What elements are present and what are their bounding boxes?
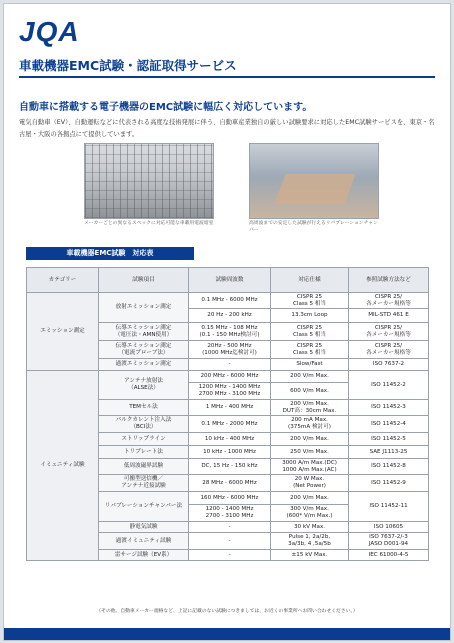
test-item-cell: バルクカレント注入法 （BCI法） [99, 416, 189, 433]
spec-cell: ±15 kV Max. [271, 550, 349, 561]
test-item-cell: 可搬型送信機／ アンテナ近接試験 [99, 475, 189, 492]
frequency-cell: 1200 MHz - 1400 MHz 2700 MHz - 3100 MHz [189, 383, 271, 400]
document-page [3, 3, 451, 641]
spec-cell: 200 V/m Max. [271, 433, 349, 446]
emc-test-table [26, 267, 429, 561]
reference-cell: ISO 11452-9 [349, 475, 429, 492]
frequency-cell: 10 kHz - 1000 MHz [189, 446, 271, 459]
frequency-cell: 0.15 MHz - 108 MHz (0.1 - 150 MHz検討可) [189, 323, 271, 341]
table-row [27, 293, 429, 309]
test-item-cell: アンテナ放射法 （ALSE法） [99, 371, 189, 400]
spec-cell: CISPR 25 Class 5 相当 [271, 323, 349, 341]
test-item-cell: 伝導エミッション測定 （電圧法・AMN使用） [99, 323, 189, 341]
table-header-row [27, 268, 429, 293]
spec-cell: CISPR 25 Class 5 相当 [271, 341, 349, 359]
reference-cell: ISO 11452-5 [349, 433, 429, 446]
reference-cell: SAE J1113-25 [349, 446, 429, 459]
frequency-cell: 20 Hz - 200 kHz [189, 309, 271, 323]
test-item-cell: 低周波磁界試験 [99, 459, 189, 475]
photo-caption: メーカーごとの異なるスペックに対応可能な車載用電波暗室 [84, 221, 214, 226]
test-item-cell: 伝導エミッション測定 （電流プローブ法） [99, 341, 189, 359]
jqa-logo: JQA [19, 16, 80, 47]
bottom-bar [4, 628, 450, 640]
reference-cell: ISO 11452-11 [349, 492, 429, 522]
frequency-cell: DC, 15 Hz - 150 kHz [189, 459, 271, 475]
spec-cell: 200 V/m Max. [271, 371, 349, 383]
test-item-cell: 静電気試験 [99, 522, 189, 533]
reference-cell: CISPR 25/ 各メーカー規格等 [349, 293, 429, 309]
title-divider [19, 76, 435, 78]
lead-heading: 自動車に搭載する電子機器のEMC試験に幅広く対応しています。 [19, 102, 313, 113]
table-title: 車載機器EMC試験 対応表 [26, 247, 194, 260]
frequency-cell: 28 MHz - 6000 MHz [189, 475, 271, 492]
reference-cell: CISPR 25/ 各メーカー規格等 [349, 323, 429, 341]
page-title: 車載機器EMC試験・認証取得サービス [19, 58, 237, 73]
column-header: カテゴリー [27, 268, 99, 293]
spec-cell: 200 mA Max. (375mA 検討可) [271, 416, 349, 433]
test-item-cell: トリプレート法 [99, 446, 189, 459]
test-item-cell: 過渡イミュニティ試験 [99, 533, 189, 550]
spec-cell: Pulse 1, 2a/2b, 3a/3b, 4 ,5a/5b [271, 533, 349, 550]
frequency-cell: - [189, 533, 271, 550]
table-row [27, 371, 429, 383]
frequency-cell: 10 kHz - 400 MHz [189, 433, 271, 446]
spec-cell: 300 V/m Max. (600* V/m Max.) [271, 505, 349, 522]
spec-cell: 30 kV Max. [271, 522, 349, 533]
test-item-cell: ストリップライン [99, 433, 189, 446]
frequency-cell: - [189, 522, 271, 533]
test-item-cell: リバブレーションチャンバー法 [99, 492, 189, 522]
frequency-cell: 200 MHz - 6000 MHz [189, 371, 271, 383]
reference-cell: ISO 11452-8 [349, 459, 429, 475]
spec-cell: 250 V/m Max. [271, 446, 349, 459]
category-cell: エミッション測定 [27, 293, 99, 371]
reference-cell: MIL-STD 461 E [349, 309, 429, 323]
frequency-cell: 160 MHz - 6000 MHz [189, 492, 271, 505]
test-item-cell: 放射エミッション測定 [99, 293, 189, 323]
frequency-cell: - [189, 359, 271, 371]
category-cell: イミュニティ試験 [27, 371, 99, 561]
reference-cell: ISO 11452-4 [349, 416, 429, 433]
reference-cell: ISO 7637-2 [349, 359, 429, 371]
spec-cell: Slow/Fast [271, 359, 349, 371]
reference-cell: ISO 10605 [349, 522, 429, 533]
test-item-cell: TEMセル法 [99, 400, 189, 416]
spec-cell: 20 W Max. (Net Power) [271, 475, 349, 492]
spec-cell: CISPR 25 Class 5 相当 [271, 293, 349, 309]
spec-cell: 200 V/m Max. DUT高：30cm Max. [271, 400, 349, 416]
spec-cell: 3000 A/m Max.(DC) 1000 A/m Max.(AC) [271, 459, 349, 475]
spec-cell: 600 V/m Max. [271, 383, 349, 400]
column-header: 参照試験方法など [349, 268, 429, 293]
shielded-room-photo [84, 143, 214, 219]
photo-caption: 高周波までの安定した試験が行えるリバブレーションチャンバー [249, 221, 378, 233]
footnote: （その他、自動車メーカー規格など、上記に記載のない試験につきましては、お近くの事業所へお問い合わせください。） [96, 609, 358, 614]
column-header: 試験項目 [99, 268, 189, 293]
reverberation-chamber-photo [249, 143, 379, 219]
frequency-cell: - [189, 550, 271, 561]
frequency-cell: 0.1 MHz - 2000 MHz [189, 416, 271, 433]
spec-cell: 200 V/m Max. [271, 492, 349, 505]
reference-cell: ISO 11452-2 [349, 371, 429, 400]
reference-cell: ISO 11452-3 [349, 400, 429, 416]
description-text: 電気自動車（EV）、自動運転などに代表される高度な技術発展に伴う、自動車産業独自の厳しい試験要求に対応したEMC試験サービスを、東京・名古屋・大阪の各拠点にて提供しています。 [19, 119, 435, 138]
test-item-cell: 雷サージ試験（EV系） [99, 550, 189, 561]
reference-cell: ISO 7637-2/-3 JASO D001-94 [349, 533, 429, 550]
reference-cell: CISPR 25/ 各メーカー規格等 [349, 341, 429, 359]
column-header: 試験周波数 [189, 268, 271, 293]
test-item-cell: 過渡エミッション測定 [99, 359, 189, 371]
column-header: 対応仕様 [271, 268, 349, 293]
spec-cell: 13.3cm Loop [271, 309, 349, 323]
reference-cell: IEC 61000-4-5 [349, 550, 429, 561]
frequency-cell: 0.1 MHz - 6000 MHz [189, 293, 271, 309]
frequency-cell: 1 MHz - 400 MHz [189, 400, 271, 416]
frequency-cell: 20Hz - 500 MHz (1000 MHz迄検討可) [189, 341, 271, 359]
frequency-cell: 1200 - 1400 MHz 2700 - 3100 MHz [189, 505, 271, 522]
